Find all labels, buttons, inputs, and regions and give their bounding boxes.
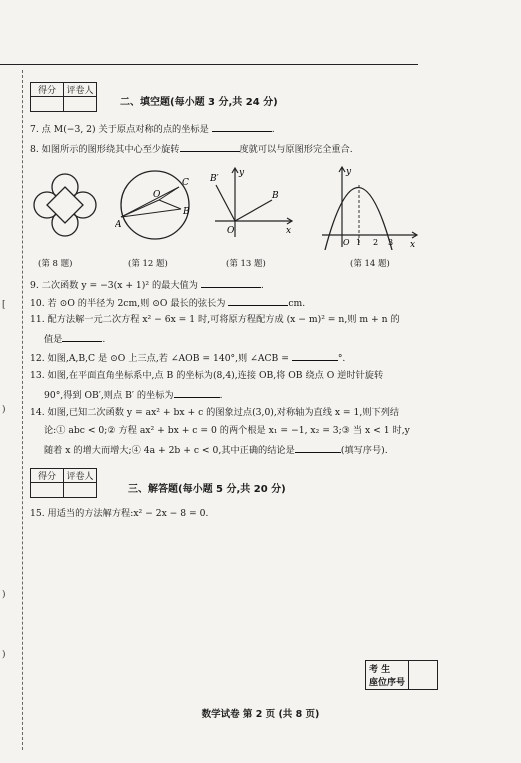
- page-footer: 数学试卷 第 2 页 (共 8 页): [201, 709, 320, 720]
- section3-title: 三、解答题(每小题 5 分,共 20 分): [128, 484, 286, 495]
- figure-12-circle: [115, 165, 195, 245]
- figure-13-axes: [210, 165, 295, 245]
- top-rule: [0, 64, 418, 65]
- margin-mark: ): [2, 590, 6, 600]
- answer-blank: [201, 278, 261, 288]
- answer-blank: [292, 351, 338, 361]
- question-8: 8. 如图所示的图形绕其中心至少旋转 度就可以与原图形完全重合.: [30, 144, 353, 155]
- score-cell: [31, 483, 64, 498]
- caption-fig8: (第 8 题): [38, 259, 73, 269]
- answer-blank: [228, 296, 288, 306]
- question-9: 9. 二次函数 y = −3(x + 1)² 的最大值为 .: [30, 280, 264, 291]
- question-13: 13. 如图,在平面直角坐标系中,点 B 的坐标为(8,4),连接 OB,将 OB 绕点 O 逆时针旋转: [30, 370, 384, 381]
- question-7: 7. 点 M(−3, 2) 关于原点对称的点的坐标是 .: [30, 124, 275, 135]
- figure-8-flower: [30, 165, 100, 245]
- score-label: 得分: [31, 469, 64, 483]
- tick-1: 1: [356, 238, 362, 247]
- section2-title: 二、填空题(每小题 3 分,共 24 分): [120, 97, 278, 108]
- margin-mark: ): [2, 650, 6, 660]
- binding-fold-line: [22, 70, 23, 750]
- label-B: B: [272, 191, 279, 201]
- grader-cell: [64, 97, 97, 112]
- figures-row: [30, 165, 420, 275]
- label-y: y: [346, 167, 352, 177]
- label-B-prime: B′: [210, 174, 219, 184]
- answer-blank: [212, 122, 272, 132]
- figure-14-parabola: [320, 165, 420, 250]
- score-label: 得分: [31, 83, 64, 97]
- answer-blank: [180, 142, 240, 152]
- score-box-section3: [30, 468, 97, 498]
- question-14-cont2: 随着 x 的增大而增大;④ 4a + 2b + c < 0,其中正确的结论是 (填写序号).: [44, 445, 388, 456]
- margin-mark: ): [2, 405, 6, 415]
- seat-label: 考 生 座位序号: [366, 661, 409, 690]
- tick-3: 3: [388, 238, 394, 247]
- question-10: 10. 若 ⊙O 的半径为 2cm,则 ⊙O 最长的弦长为 cm.: [30, 298, 306, 309]
- label-O: O: [343, 238, 350, 247]
- label-O: O: [227, 226, 235, 236]
- label-O: O: [153, 190, 161, 200]
- answer-blank: [295, 443, 341, 453]
- caption-fig14: (第 14 题): [350, 259, 390, 269]
- answer-blank: [174, 388, 220, 398]
- tick-2: 2: [373, 238, 379, 247]
- question-14: 14. 如图,已知二次函数 y = ax² + bx + c 的图象过点(3,0),对称轴为直线 x = 1,则下列结: [30, 407, 400, 418]
- question-15: 15. 用适当的方法解方程:x² − 2x − 8 = 0.: [30, 508, 209, 519]
- answer-blank: [62, 332, 102, 342]
- grader-cell: [64, 483, 97, 498]
- label-B: B: [183, 207, 190, 217]
- caption-fig12: (第 12 题): [128, 259, 168, 269]
- question-12: 12. 如图,A,B,C 是 ⊙O 上三点,若 ∠AOB = 140°,则 ∠ACB = °.: [30, 353, 346, 364]
- caption-fig13: (第 13 题): [226, 259, 266, 269]
- label-y: y: [239, 168, 245, 178]
- score-box-section2: [30, 82, 97, 112]
- question-11-cont: 值是 .: [44, 334, 106, 345]
- label-C: C: [182, 178, 189, 188]
- grader-label: 评卷人: [64, 83, 97, 97]
- question-14-cont1: 论:① abc < 0;② 方程 ax² + bx + c = 0 的两个根是 x₁ = −1, x₂ = 3;③ 当 x < 1 时,y: [44, 425, 410, 436]
- grader-label: 评卷人: [64, 469, 97, 483]
- label-x: x: [410, 240, 416, 250]
- label-A: A: [115, 220, 122, 230]
- label-x: x: [286, 226, 292, 236]
- seat-number-cell: [409, 661, 438, 690]
- score-cell: [31, 97, 64, 112]
- question-13-cont: 90°,得到 OB′,则点 B′ 的坐标为 .: [44, 390, 223, 401]
- margin-mark: [: [2, 300, 6, 310]
- seat-number-box: [365, 660, 438, 690]
- question-11: 11. 配方法解一元二次方程 x² − 6x = 1 时,可将原方程配方成 (x − m)² = n,则 m + n 的: [30, 314, 400, 325]
